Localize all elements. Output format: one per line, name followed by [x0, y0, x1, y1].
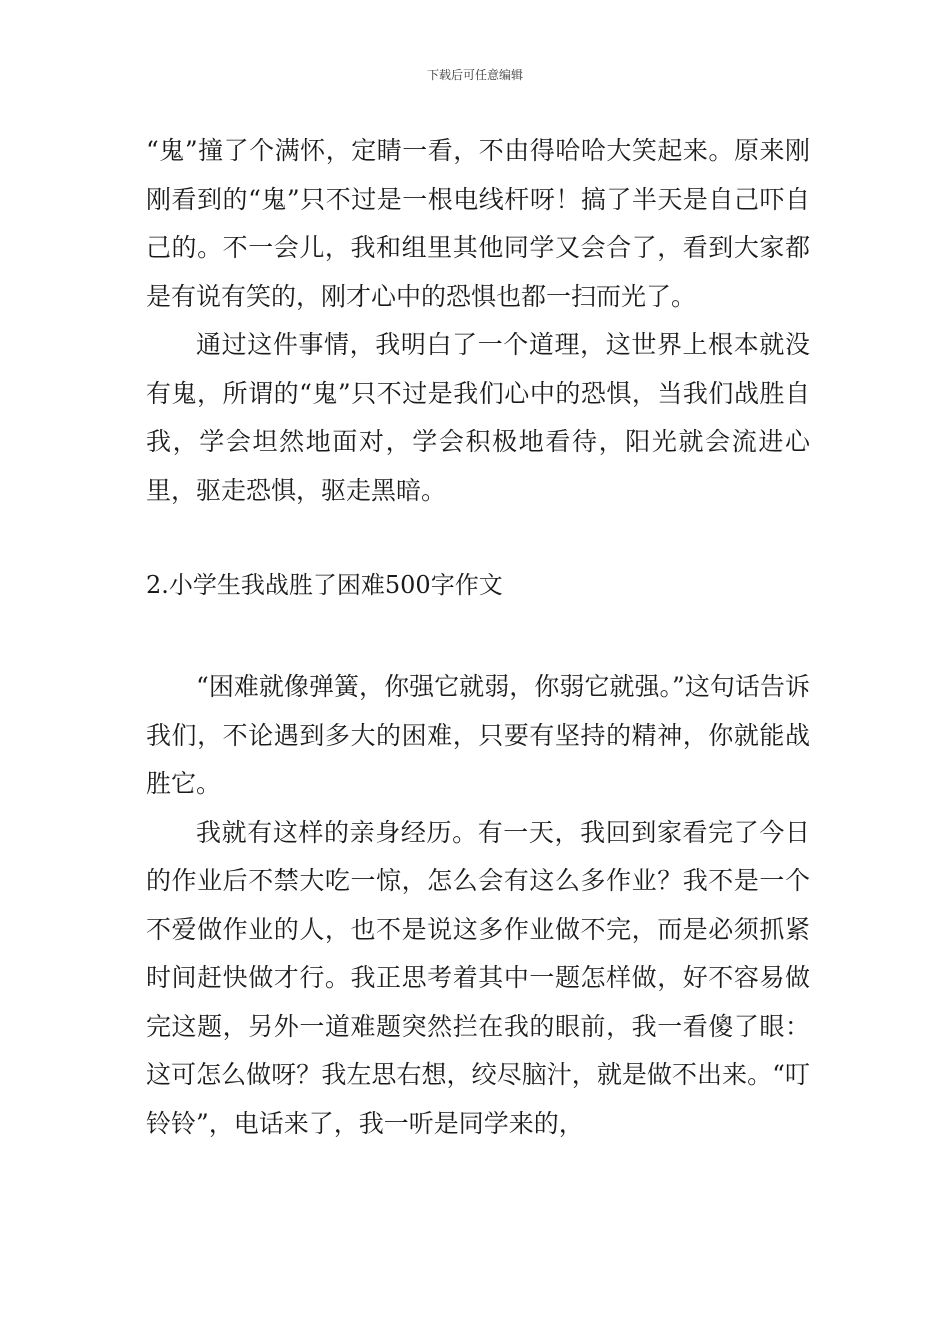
paragraph-continuation: “鬼”撞了个满怀，定睛一看，不由得哈哈大笑起来。原来刚刚看到的“鬼”只不过是一根电线杆呀！搞了半天是自己吓自己的。不一会儿，我和组里其他同学又会合了，看到大家都是有说有笑的，刚才心中的恐惧也都一扫而光了。	[146, 136, 810, 311]
paragraph-conclusion: 通过这件事情，我明白了一个道理，这世界上根本就没有鬼，所谓的“鬼”只不过是我们心中的恐惧，当我们战胜自我，学会坦然地面对，学会积极地看待，阳光就会流进心里，驱走恐惧，驱走黑暗。	[146, 330, 810, 505]
document-body	[146, 127, 810, 1148]
paragraph-intro: “困难就像弹簧，你强它就弱，你弱它就强。”这句话告诉我们，不论遇到多大的困难，只要有坚持的精神，你就能战胜它。	[146, 672, 810, 798]
paragraph-story: 我就有这样的亲身经历。有一天，我回到家看完了今日的作业后不禁大吃一惊，怎么会有这么多作业？我不是一个不爱做作业的人，也不是说这多作业做不完，而是必须抓紧时间赶快做才行。我正思考着其中一题怎样做，好不容易做完这题，另外一道难题突然拦在我的眼前，我一看傻了眼：这可怎么做呀？我左思右想，绞尽脑汁，就是做不出来。“叮铃铃”，电话来了，我一听是同学来的，	[146, 817, 810, 1138]
section-heading: 2.小学生我战胜了困难500字作文	[146, 571, 503, 599]
page-header: 下载后可任意编辑	[426, 68, 523, 82]
